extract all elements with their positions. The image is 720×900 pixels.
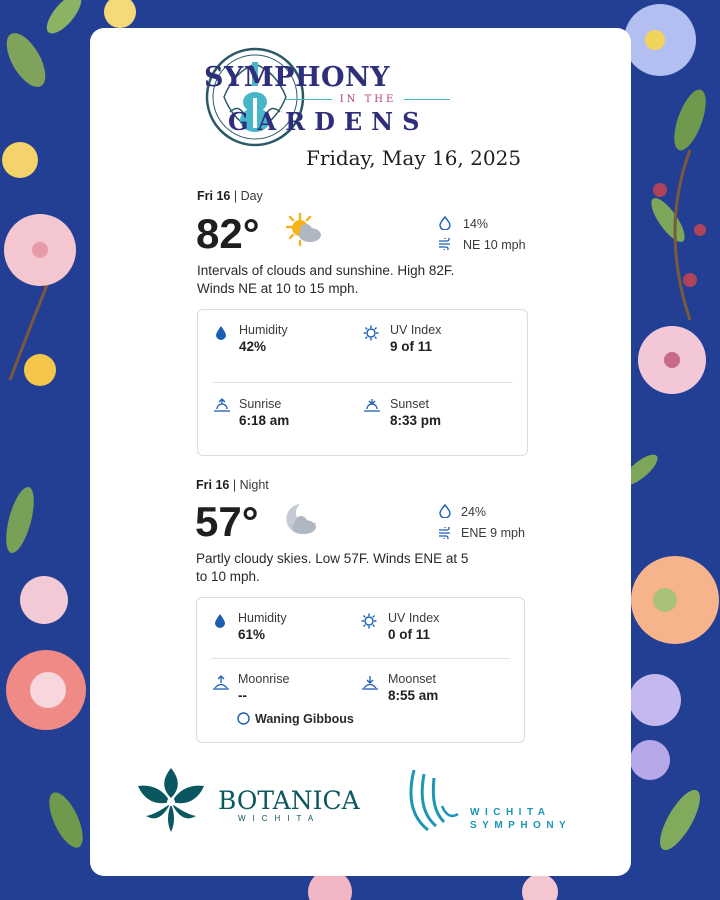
night-uv-value: 0 of 11 [388,627,431,642]
night-period-label [196,478,269,492]
botanica-logo-text: BOTANICA [218,786,360,815]
period-name: Night [239,478,269,492]
moonrise-value: -- [238,688,247,703]
event-date: Friday, May 16, 2025 [306,146,522,170]
day-precip-value: 14% [463,217,489,231]
humidity-icon [215,325,227,340]
moon-phase-label: Waning Gibbous [255,712,354,726]
night-date-label: Fri 16 [196,478,230,492]
sunset-value: 8:33 pm [390,413,442,428]
day-period-label [197,189,263,203]
day-description-line: Intervals of clouds and sunshine. High 82F. [197,263,455,278]
moonset-label: Moonset [388,672,436,686]
night-wind-value: ENE 9 mph [461,526,525,540]
uv-index-icon [363,325,379,341]
precipitation-icon [439,216,451,230]
night-precip-value: 24% [461,505,487,519]
day-uv-value: 9 of 11 [390,339,433,354]
panel-divider [212,382,513,383]
day-uv-label: UV Index [390,323,442,337]
moon-phase-icon [237,712,250,725]
day-date-label: Fri 16 [197,189,231,203]
wind-icon [438,238,452,250]
night-temperature: 57° [195,498,259,545]
precipitation-icon [439,504,451,518]
brand-title-symphony: SYMPHONY [204,62,390,93]
uv-index-icon [361,613,377,629]
humidity-icon [214,613,226,628]
brand-title-in-the: IN THE [228,94,508,105]
day-wind-value: NE 10 mph [463,238,526,252]
day-humidity-label: Humidity [239,323,288,337]
day-description-line: Winds NE at 10 to 15 mph. [197,281,359,296]
wind-icon [438,527,452,539]
moonset-value: 8:55 am [388,688,439,703]
separator: | [230,189,241,203]
night-humidity-label: Humidity [238,611,287,625]
partly-cloudy-night-icon [282,502,320,538]
night-description-line: Partly cloudy skies. Low 57F. Winds ENE at 5 [196,551,469,566]
wichita-symphony-wave-logo-icon [406,764,464,836]
sunrise-label: Sunrise [239,397,282,411]
botanica-logo-subtext: WICHITA [238,814,321,823]
night-uv-label: UV Index [388,611,440,625]
day-humidity-value: 42% [239,339,267,354]
moonset-icon [361,674,379,690]
sunrise-icon [213,398,231,412]
night-humidity-value: 61% [238,627,266,642]
partly-sunny-icon [282,211,324,253]
sunset-label: Sunset [390,397,429,411]
wichita-logo-line: WICHITA [470,807,551,818]
separator: | [229,478,240,492]
day-description [197,262,454,298]
sunset-icon [363,398,381,412]
night-description-line: to 10 mph. [196,569,260,584]
sunrise-value: 6:18 am [239,413,290,428]
moonrise-label: Moonrise [238,672,290,686]
night-description [196,550,468,586]
botanica-flower-logo-icon [134,764,208,834]
day-temperature: 82° [196,210,260,257]
brand-title-gardens: GARDENS [228,107,429,136]
period-name: Day [240,189,263,203]
panel-divider [211,658,510,659]
moonrise-icon [212,674,230,690]
symphony-logo-line: SYMPHONY [470,820,572,831]
wichita-symphony-logo-text [470,806,571,832]
